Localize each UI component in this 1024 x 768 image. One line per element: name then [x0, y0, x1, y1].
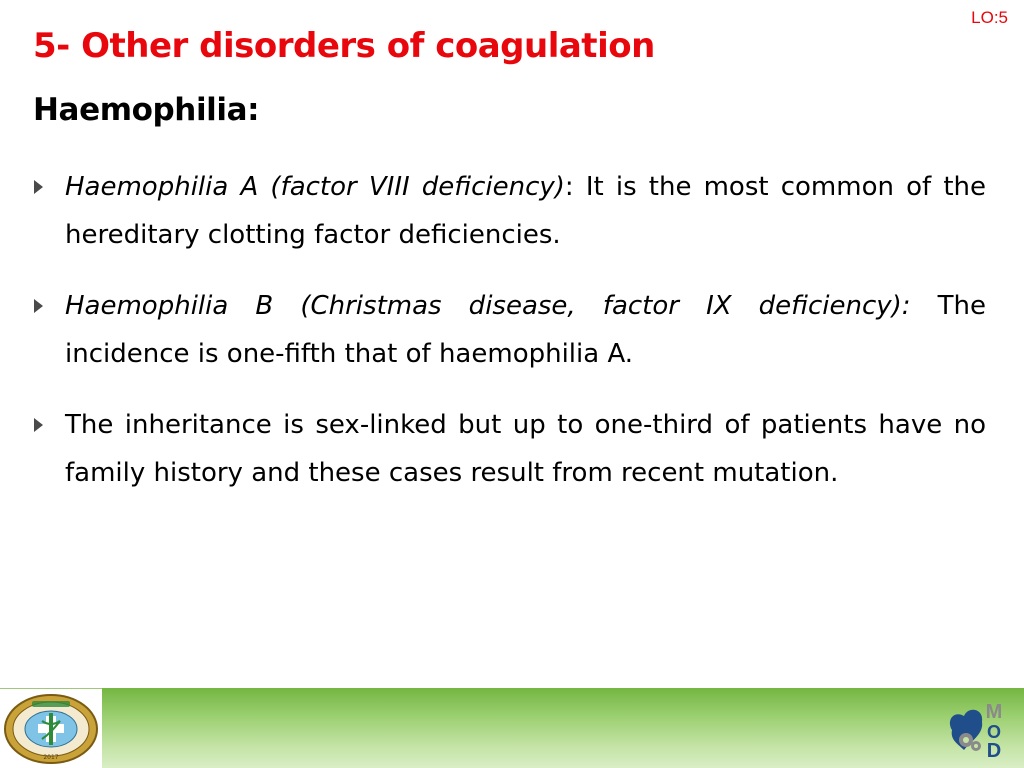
logo-letter-d: D	[986, 740, 1002, 760]
footer-bar	[0, 688, 1024, 768]
college-seal-logo	[2, 693, 100, 765]
logo-letter-o: O	[986, 722, 1002, 742]
bullet-list	[30, 163, 986, 520]
bullet-emphasis: Haemophilia A (factor VIII deficiency)	[65, 172, 565, 202]
bullet-text: : It is the most common of the hereditary clotting factor deficiencies.	[65, 172, 986, 250]
mod-logo	[944, 700, 1008, 760]
bullet-text: The incidence is one-fifth that of haemophilia A.	[65, 291, 986, 369]
bullet-arrow-icon	[34, 180, 43, 194]
slide-title: 5- Other disorders of coagulation	[33, 26, 655, 66]
section-subheading: Haemophilia:	[33, 92, 260, 128]
bullet-emphasis: Haemophilia B (Christmas disease, factor IX deficiency):	[65, 291, 911, 321]
footer-logo-area	[0, 688, 102, 768]
bullet-arrow-icon	[34, 299, 43, 313]
bullet-item	[30, 163, 986, 259]
logo-letter-m: M	[985, 701, 1003, 723]
lo-badge: LO:5	[971, 8, 1008, 27]
bullet-item	[30, 282, 986, 378]
seal-year: 2017	[43, 754, 59, 761]
footer-green-band	[102, 688, 1024, 768]
bullet-item	[30, 401, 986, 497]
bullet-text: The inheritance is sex-linked but up to one-third of patients have no family history and these cases result from recent mutation.	[65, 410, 986, 488]
bullet-arrow-icon	[34, 418, 43, 432]
